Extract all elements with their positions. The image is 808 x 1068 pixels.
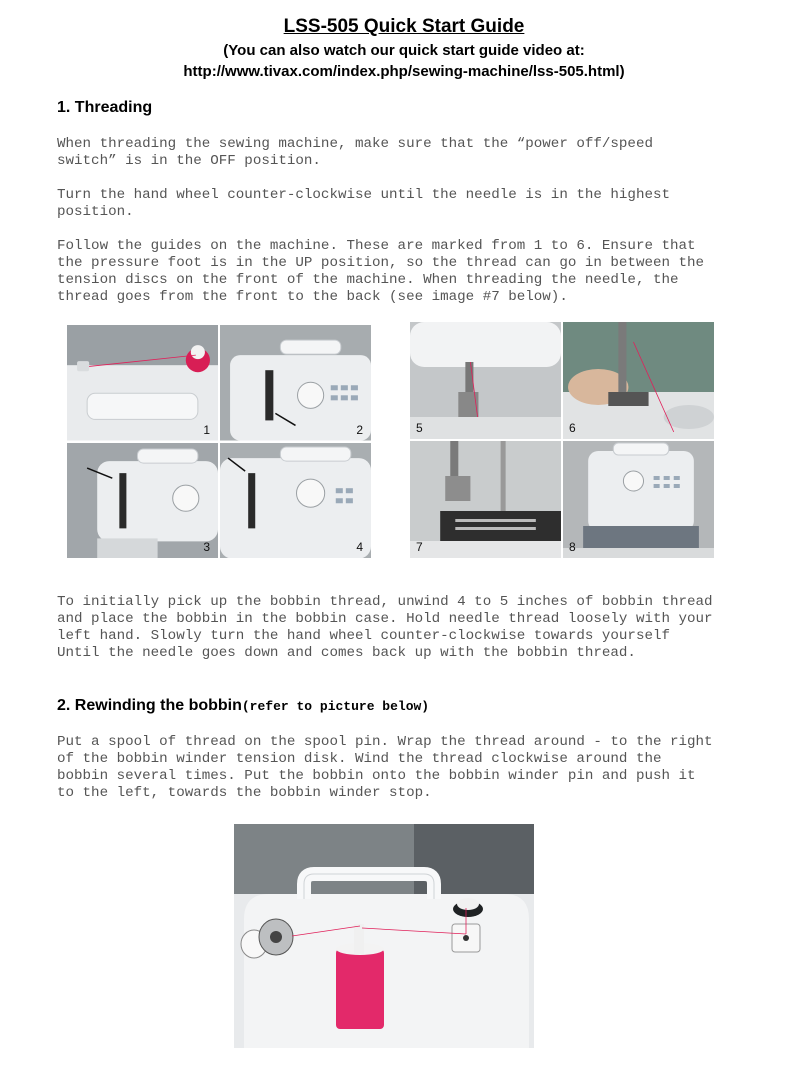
threading-photo-7 <box>410 441 561 558</box>
photo-number: 7 <box>416 540 423 554</box>
threading-photo-6 <box>563 322 714 439</box>
threading-photo-5 <box>410 322 561 439</box>
threading-photos-right <box>410 322 714 558</box>
threading-photo-4 <box>220 443 371 559</box>
threading-paragraph-2: Turn the hand wheel counter-clockwise until the needle is in the highest position. <box>57 187 670 220</box>
photo-number: 6 <box>569 421 576 435</box>
bobbin-pickup-paragraph: To initially pick up the bobbin thread, unwind 4 to 5 inches of bobbin thread and place the bobbin in the bobbin case. Hold needle thread loosely with your left hand. Slowly turn the hand wheel counter-clockwise towards yourself Until the needle goes down and comes back up with the bobbin thread. <box>57 594 713 661</box>
section-heading-note: (refer to picture below) <box>241 699 430 714</box>
threading-photo-3 <box>67 443 218 559</box>
subtitle-line-1: (You can also watch our quick start guide video at: <box>223 42 585 59</box>
threading-photos-left <box>67 325 371 558</box>
photo-number: 8 <box>569 540 576 554</box>
threading-photo-1 <box>67 325 218 441</box>
photo-number: 1 <box>203 422 210 437</box>
threading-photo-8 <box>563 441 714 558</box>
section-heading-rewinding <box>57 697 429 715</box>
video-link[interactable]: http://www.tivax.com/index.php/sewing-machine/lss-505.html) <box>183 63 625 80</box>
photo-number: 5 <box>416 421 423 435</box>
photo-number: 3 <box>203 540 210 554</box>
section-heading-threading: 1. Threading <box>57 99 153 116</box>
photo-number: 2 <box>356 422 363 437</box>
photo-number: 4 <box>356 540 363 554</box>
bobbin-winding-photo <box>234 824 534 1048</box>
threading-photo-2 <box>220 325 371 441</box>
threading-paragraph-3: Follow the guides on the machine. These are marked from 1 to 6. Ensure that the pressure foot is in the UP position, so the thread can go in between the tension discs on the front of the machine. When threading the needle, the thread goes from the front to the back (see image #7 below). <box>57 238 705 305</box>
threading-paragraph-1: When threading the sewing machine, make sure that the “power off/speed switch” is in the OFF position. <box>57 136 653 169</box>
rewinding-paragraph: Put a spool of thread on the spool pin. Wrap the thread around - to the right of the bobbin winder tension disk. Wind the thread clockwise around the bobbin several times. Put the bobbin onto the bobbin winder pin and push it to the left, towards the bobbin winder stop. <box>57 734 713 801</box>
page-title: LSS-505 Quick Start Guide <box>283 16 525 37</box>
section-heading-text: 2. Rewinding the bobbin <box>57 697 242 714</box>
